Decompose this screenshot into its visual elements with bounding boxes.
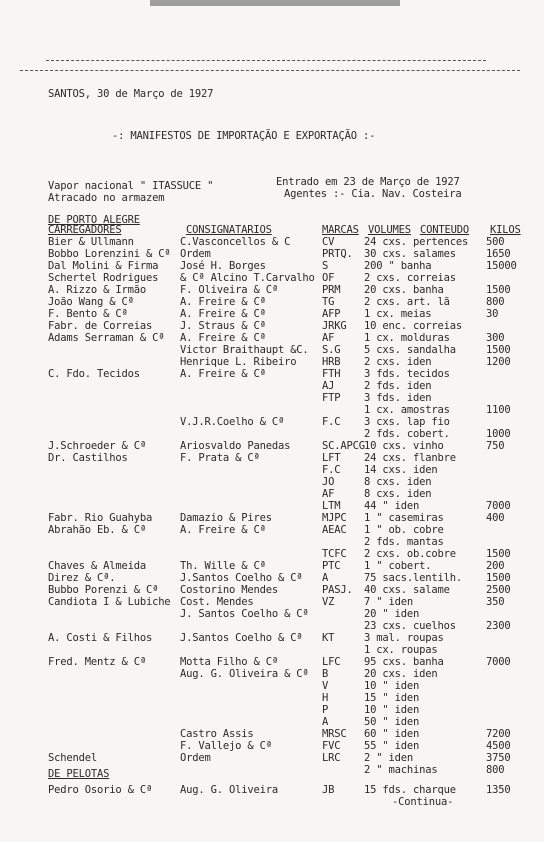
table-row <box>0 656 544 668</box>
cell-shipper: F. Bento & Cª <box>48 308 128 320</box>
cell-consignee: F. Oliveira & Cª <box>180 284 278 296</box>
cell-kilos: 2300 <box>486 620 511 632</box>
cell-contents: 20 cxs. iden <box>364 668 438 680</box>
cell-shipper: A. Costi & Filhos <box>48 632 153 644</box>
section-porto-alegre: DE PORTO ALEGRE <box>48 214 140 226</box>
cell-kilos: 30 <box>486 308 499 320</box>
cell-mark: F.C <box>322 464 341 476</box>
cell-contents: 200 " banha <box>364 260 432 272</box>
cell-consignee: Ariosvaldo Panedas <box>180 440 291 452</box>
cell-contents: 60 " iden <box>364 728 420 740</box>
cell-consignee: Costorino Mendes <box>180 584 278 596</box>
cell-contents: 2 fds. iden <box>364 380 432 392</box>
cell-contents: 15 fds. charque <box>364 784 456 796</box>
col-contents: CONTEUDO <box>420 224 469 236</box>
cell-kilos: 1500 <box>486 572 511 584</box>
table-row <box>0 620 544 632</box>
berth-info: Atracado no armazem <box>48 192 165 204</box>
cell-consignee: Cost. Mendes <box>180 596 254 608</box>
table-row <box>0 704 544 716</box>
cell-mark: H <box>322 692 329 704</box>
cell-kilos: 1500 <box>486 548 511 560</box>
cell-shipper: Fred. Mentz & Cª <box>48 656 146 668</box>
arrival-date: Entrado em 23 de Março de 1927 <box>276 176 460 188</box>
cell-mark: FTP <box>322 392 341 404</box>
cell-mark: SC.APCG <box>322 440 365 452</box>
cell-consignee: J.Santos Coelho & Cª <box>180 572 303 584</box>
col-marks: MARCAS <box>322 224 359 236</box>
cell-contents: 10 " iden <box>364 704 420 716</box>
cell-contents: 40 cxs. salame <box>364 584 450 596</box>
cell-kilos: 800 <box>486 764 505 776</box>
cell-mark: CV <box>322 236 335 248</box>
col-volumes: VOLUMES <box>368 224 411 236</box>
cell-contents: 23 cxs. cuelhos <box>364 620 456 632</box>
cell-contents: 1 " cobert. <box>364 560 432 572</box>
cell-contents: 50 " iden <box>364 716 420 728</box>
cell-shipper: J.Schroeder & Cª <box>48 440 146 452</box>
table-row <box>0 644 544 656</box>
table-row <box>0 716 544 728</box>
cell-kilos: 350 <box>486 596 505 608</box>
cell-kilos: 1200 <box>486 356 511 368</box>
table-row <box>0 260 544 272</box>
cell-mark: TCFC <box>322 548 347 560</box>
cell-contents: 8 cxs. iden <box>364 476 432 488</box>
cell-contents: 55 " iden <box>364 740 420 752</box>
cell-consignee: Castro Assis <box>180 728 254 740</box>
cell-kilos: 300 <box>486 332 505 344</box>
cell-mark: AF <box>322 332 335 344</box>
cell-kilos: 1650 <box>486 248 511 260</box>
cell-consignee: F. Prata & Cª <box>180 452 260 464</box>
place-date: SANTOS, 30 de Março de 1927 <box>48 88 214 100</box>
cell-mark: TG <box>322 296 335 308</box>
table-row <box>0 536 544 548</box>
cell-consignee: Ordem <box>180 248 211 260</box>
cell-mark: JRKG <box>322 320 347 332</box>
cell-consignee: Th. Wille & Cª <box>180 560 266 572</box>
cell-contents: 7 " iden <box>364 596 413 608</box>
table-row <box>0 320 544 332</box>
cell-mark: PRTQ. <box>322 248 353 260</box>
cell-consignee: J. Straus & Cª <box>180 320 266 332</box>
cell-mark: P <box>322 704 329 716</box>
cell-contents: 10 cxs. vinho <box>364 440 444 452</box>
cell-contents: 10 enc. correias <box>364 320 462 332</box>
table-row <box>0 308 544 320</box>
cell-mark: LTM <box>322 500 341 512</box>
table-row <box>0 668 544 680</box>
cell-consignee: A. Freire & Cª <box>180 332 266 344</box>
table-row <box>0 548 544 560</box>
cell-kilos: 7000 <box>486 500 511 512</box>
table-row <box>0 416 544 428</box>
top-dashed-rule-2 <box>20 70 520 71</box>
cell-shipper: Adams Serraman & Cª <box>48 332 165 344</box>
cell-consignee: A. Freire & Cª <box>180 524 266 536</box>
cell-mark: S.G <box>322 344 341 356</box>
cell-shipper: Bubbo Porenzi & Cª <box>48 584 159 596</box>
cell-contents: 3 fds. iden <box>364 392 432 404</box>
cell-mark: F.C <box>322 416 341 428</box>
table-row <box>0 344 544 356</box>
cell-contents: 2 cxs. correias <box>364 272 456 284</box>
cell-kilos: 1100 <box>486 404 511 416</box>
table-row <box>0 488 544 500</box>
cell-consignee: José H. Borges <box>180 260 266 272</box>
cell-consignee: Henrique L. Ribeiro <box>180 356 297 368</box>
cell-mark: JB <box>322 784 335 796</box>
table-row <box>0 584 544 596</box>
cell-consignee: J.Santos Coelho & Cª <box>180 632 303 644</box>
table-row <box>0 572 544 584</box>
cell-consignee: Aug. G. Oliveira & Cª <box>180 668 309 680</box>
table-row <box>0 596 544 608</box>
cell-mark: HRB <box>322 356 341 368</box>
table-row <box>0 368 544 380</box>
agents: Agentes :- Cia. Nav. Costeira <box>284 188 462 200</box>
cell-mark: A <box>322 716 329 728</box>
cell-shipper: A. Rizzo & Irmão <box>48 284 146 296</box>
cell-kilos: 1350 <box>486 784 511 796</box>
table-row <box>0 404 544 416</box>
cell-kilos: 500 <box>486 236 505 248</box>
cell-contents: 2 cxs. art. lã <box>364 296 450 308</box>
table-row <box>0 296 544 308</box>
cell-consignee: Victor Braithaupt &C. <box>180 344 309 356</box>
cell-contents: 1 cx. meias <box>364 308 432 320</box>
cell-mark: B <box>322 668 329 680</box>
cell-contents: 30 cxs. salames <box>364 248 456 260</box>
section-pelotas: DE PELOTAS <box>48 768 110 780</box>
cell-mark: AJ <box>322 380 335 392</box>
cell-consignee: A. Freire & Cª <box>180 308 266 320</box>
cell-shipper: João Wang & Cª <box>48 296 134 308</box>
cell-shipper: Schendel <box>48 752 97 764</box>
cell-kilos: 200 <box>486 560 505 572</box>
cell-kilos: 4500 <box>486 740 511 752</box>
cell-contents: 10 " iden <box>364 680 420 692</box>
table-row <box>0 500 544 512</box>
cell-consignee: J. Santos Coelho & Cª <box>180 608 309 620</box>
manifest-title: -: MANIFESTOS DE IMPORTAÇÃO E EXPORTAÇÃO :- <box>112 130 376 142</box>
cell-kilos: 400 <box>486 512 505 524</box>
cell-contents: 3 fds. tecidos <box>364 368 450 380</box>
cell-consignee: Motta Filho & Cª <box>180 656 278 668</box>
cell-mark: AEAC <box>322 524 347 536</box>
cell-kilos: 1500 <box>486 284 511 296</box>
cell-shipper: Dal Molini & Firma <box>48 260 159 272</box>
cell-consignee: Ordem <box>180 752 211 764</box>
cell-contents: 75 sacs.lentilh. <box>364 572 462 584</box>
cell-shipper: Pedro Osorio & Cª <box>48 784 153 796</box>
cell-contents: 2 " machinas <box>364 764 438 776</box>
cell-mark: PASJ. <box>322 584 353 596</box>
cell-contents: 2 fds. cobert. <box>364 428 450 440</box>
cell-consignee: A. Freire & Cª <box>180 296 266 308</box>
cell-mark: V <box>322 680 329 692</box>
cell-shipper: Schertel Rodrigues <box>48 272 159 284</box>
cell-contents: 1 " casemiras <box>364 512 444 524</box>
cell-mark: KT <box>322 632 335 644</box>
cell-kilos: 750 <box>486 440 505 452</box>
table-row <box>0 248 544 260</box>
table-row <box>0 740 544 752</box>
cell-contents: 2 fds. mantas <box>364 536 444 548</box>
cell-contents: 95 cxs. banha <box>364 656 444 668</box>
cell-shipper: Chaves & Almeida <box>48 560 146 572</box>
top-scratch-mark <box>150 0 400 6</box>
cell-contents: 1 " ob. cobre <box>364 524 444 536</box>
cell-contents: 24 cxs. flanbre <box>364 452 456 464</box>
cell-mark: LFT <box>322 452 341 464</box>
cell-contents: 8 cxs. iden <box>364 488 432 500</box>
cell-kilos: 7000 <box>486 656 511 668</box>
cell-kilos: 1500 <box>486 344 511 356</box>
cell-mark: JO <box>322 476 335 488</box>
table-row <box>0 512 544 524</box>
cell-contents: 3 mal. roupas <box>364 632 444 644</box>
cell-consignee: & Cª Alcino T.Carvalho <box>180 272 315 284</box>
cell-contents: 20 cxs. banha <box>364 284 444 296</box>
cell-mark: OF <box>322 272 335 284</box>
cell-contents: 5 cxs. sandalha <box>364 344 456 356</box>
table-row <box>0 560 544 572</box>
cell-contents: 1 cx. molduras <box>364 332 450 344</box>
cell-shipper: Bobbo Lorenzini & Cª <box>48 248 171 260</box>
cell-mark: FTH <box>322 368 341 380</box>
cell-kilos: 15000 <box>486 260 517 272</box>
cell-contents: 14 cxs. iden <box>364 464 438 476</box>
cell-contents: 2 " iden <box>364 752 413 764</box>
cell-shipper: Bier & Ullmann <box>48 236 134 248</box>
cell-mark: A <box>322 572 329 584</box>
table-row <box>0 784 544 796</box>
table-row <box>0 272 544 284</box>
table-row <box>0 332 544 344</box>
table-row <box>0 392 544 404</box>
cell-mark: LRC <box>322 752 341 764</box>
cell-consignee: Damazio & Pires <box>180 512 272 524</box>
cell-consignee: F. Vallejo & Cª <box>180 740 272 752</box>
cell-shipper: C. Fdo. Tecidos <box>48 368 140 380</box>
cell-shipper: Fabr. de Correias <box>48 320 153 332</box>
cell-consignee: Aug. G. Oliveira <box>180 784 278 796</box>
table-row <box>0 356 544 368</box>
cell-consignee: A. Freire & Cª <box>180 368 266 380</box>
table-row <box>0 428 544 440</box>
cell-mark: LFC <box>322 656 341 668</box>
table-row <box>0 380 544 392</box>
cell-shipper: Candiota I & Lubiche <box>48 596 171 608</box>
table-row <box>0 236 544 248</box>
cell-contents: 3 cxs. lap fio <box>364 416 450 428</box>
cell-mark: S <box>322 260 329 272</box>
cell-kilos: 2500 <box>486 584 511 596</box>
table-row <box>0 440 544 452</box>
table-row <box>0 524 544 536</box>
cell-contents: 15 " iden <box>364 692 420 704</box>
cell-mark: FVC <box>322 740 341 752</box>
cell-mark: PTC <box>322 560 341 572</box>
cell-shipper: Dr. Castilhos <box>48 452 128 464</box>
cell-shipper: Fabr. Rio Guahyba <box>48 512 153 524</box>
table-row <box>0 464 544 476</box>
cell-kilos: 1000 <box>486 428 511 440</box>
cell-kilos: 7200 <box>486 728 511 740</box>
table-row <box>0 632 544 644</box>
table-row <box>0 452 544 464</box>
cell-mark: AFP <box>322 308 341 320</box>
cell-contents: 20 " iden <box>364 608 420 620</box>
cell-consignee: C.Vasconcellos & C <box>180 236 291 248</box>
col-kilos: KILOS <box>490 224 521 236</box>
cell-shipper: Direz & Cª. <box>48 572 116 584</box>
table-row <box>0 692 544 704</box>
cell-mark: PRM <box>322 284 341 296</box>
cell-contents: 2 cxs. iden <box>364 356 432 368</box>
vessel-name: Vapor nacional " ITASSUCE " <box>48 180 214 192</box>
top-dashed-rule <box>46 60 486 61</box>
cell-contents: 24 cxs. pertences <box>364 236 469 248</box>
cell-contents: 44 " iden <box>364 500 420 512</box>
table-row <box>0 728 544 740</box>
table-row <box>0 476 544 488</box>
cell-kilos: 800 <box>486 296 505 308</box>
cell-mark: AF <box>322 488 335 500</box>
col-consignees: CARREGADORES <box>48 224 122 236</box>
cell-contents: 1 cx. amostras <box>364 404 450 416</box>
table-row <box>0 284 544 296</box>
continues-note: -Continua- <box>392 796 454 808</box>
table-row <box>0 608 544 620</box>
cell-contents: 2 cxs. ob.cobre <box>364 548 456 560</box>
cell-contents: 1 cx. roupas <box>364 644 438 656</box>
cell-mark: VZ <box>322 596 335 608</box>
cell-shipper: Abrahão Eb. & Cª <box>48 524 146 536</box>
cell-mark: MRSC <box>322 728 347 740</box>
cell-consignee: V.J.R.Coelho & Cª <box>180 416 285 428</box>
cell-mark: MJPC <box>322 512 347 524</box>
cell-kilos: 3750 <box>486 752 511 764</box>
table-row <box>0 680 544 692</box>
table-row <box>0 752 544 764</box>
col-receivers: CONSIGNATARIOS <box>186 224 272 236</box>
